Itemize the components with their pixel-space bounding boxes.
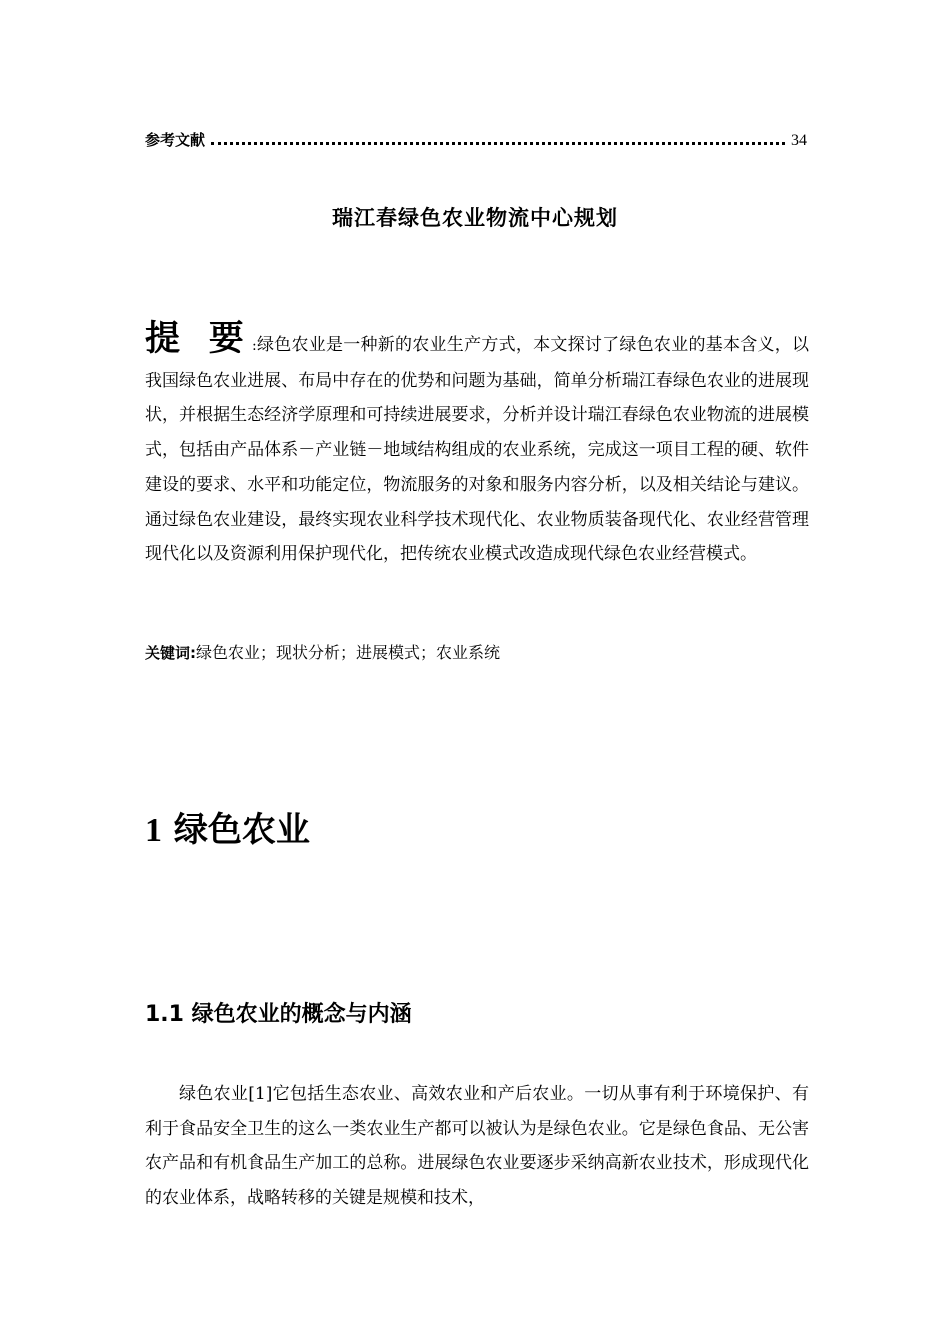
subsection-heading-1-1: 1.1 绿色农业的概念与内涵 <box>145 1002 412 1027</box>
section-number: 1 <box>145 812 162 849</box>
section-title: 绿色农业 <box>173 810 310 850</box>
keywords-label: 关键词: <box>145 644 196 662</box>
toc-entry-page-number: 34 <box>791 132 807 149</box>
abstract-colon: : <box>251 338 257 354</box>
toc-entry-label: 参考文献 <box>145 131 206 149</box>
toc-leader-dots <box>211 142 785 145</box>
keywords-line <box>145 640 809 666</box>
keywords-text: 绿色农业；现状分析；进展模式；农业系统 <box>196 643 501 662</box>
section-heading-1 <box>145 808 310 853</box>
toc-entry-references[interactable] <box>145 124 807 150</box>
abstract-heading: 提 要 <box>145 319 252 359</box>
abstract-text: 绿色农业是一种新的农业生产方式，本文探讨了绿色农业的基本含义，以我国绿色农业进展、布局中存在的优势和问题为基础，简单分析瑞江春绿色农业的进展现状，并根据生态经济学原理和可持续进展要求，分析并设计瑞江春绿色农业物流的进展模式，包括由产品体系－产业链－地域结构组成的农业系统，完成这一项目工程的硬、软件建设的要求、水平和功能定位，物流服务的对象和服务内容分析，以及相关结论与建议。通过绿色农业建设，最终实现农业科学技术现代化、农业物质装备现代化、农业经营管理现代化以及资源利用保护现代化，把传统农业模式改造成现代绿色农业经营模式。 <box>145 335 810 565</box>
abstract-paragraph <box>145 319 810 572</box>
body-paragraph: 绿色农业[1]它包括生态农业、高效农业和产后农业。一切从事有利于环境保护、有利于食品安全卫生的这么一类农业生产都可以被认为是绿色农业。它是绿色食品、无公害农产品和有机食品生产加工的总称。进展绿色农业要逐步采纳高新农业技术，形成现代化的农业体系，战略转移的关键是规模和技术， <box>145 1084 809 1209</box>
document-title: 瑞江春绿色农业物流中心规划 <box>332 206 618 230</box>
